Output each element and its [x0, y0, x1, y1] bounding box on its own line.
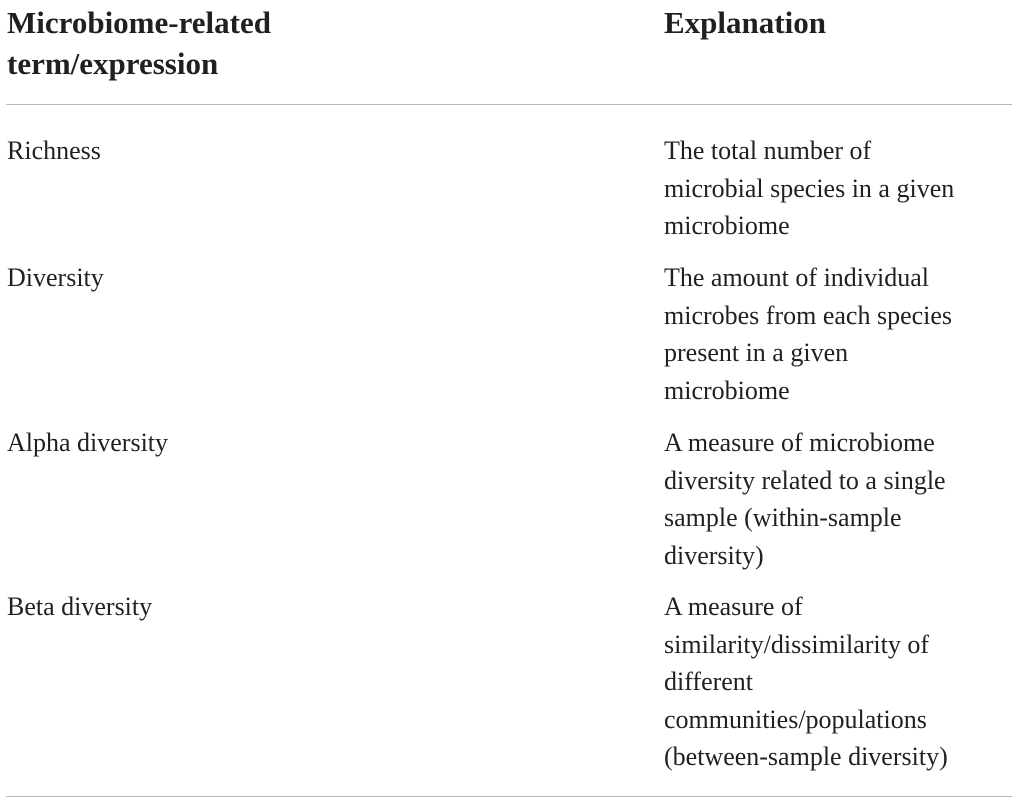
explanation-line: (between-sample diversity): [664, 742, 948, 771]
explanation-line: The amount of individual: [664, 263, 930, 292]
header-term-line-2: term/expression: [7, 46, 219, 81]
header-term: [7, 2, 607, 84]
explanation-line: sample (within-sample: [664, 503, 902, 532]
explanation-line: different: [664, 667, 754, 696]
explanation-line: similarity/dissimilarity of: [664, 629, 930, 659]
explanation-line: microbial species in a given: [664, 173, 955, 203]
explanation-line: A measure of: [664, 592, 803, 621]
term-cell-diversity: Diversity: [7, 263, 104, 292]
term-cell-richness: Richness: [7, 136, 101, 165]
explanation-line: diversity related to a single: [664, 465, 946, 495]
explanation-line: microbiome: [664, 375, 790, 405]
header-divider: [6, 104, 1012, 105]
explanation-line: A measure of microbiome: [664, 428, 935, 457]
explanation-line: The total number of: [664, 136, 872, 165]
header-term-line-1: Microbiome-related: [7, 5, 271, 40]
term-cell-beta-diversity: Beta diversity: [7, 592, 153, 621]
explanation-cell-alpha-diversity: [664, 424, 1014, 574]
explanation-line: present in a given: [664, 338, 849, 367]
explanation-line: microbiome: [664, 211, 790, 240]
header-explanation: Explanation: [664, 5, 826, 40]
explanation-line: microbes from each species: [664, 300, 953, 330]
explanation-line: communities/populations: [664, 704, 927, 734]
table-bottom-rule: [6, 796, 1012, 797]
explanation-cell-richness: [664, 132, 1014, 245]
explanation-cell-beta-diversity: [664, 588, 1014, 776]
term-cell-alpha-diversity: Alpha diversity: [7, 428, 169, 457]
explanation-line: diversity): [664, 540, 764, 570]
explanation-cell-diversity: [664, 259, 1014, 409]
